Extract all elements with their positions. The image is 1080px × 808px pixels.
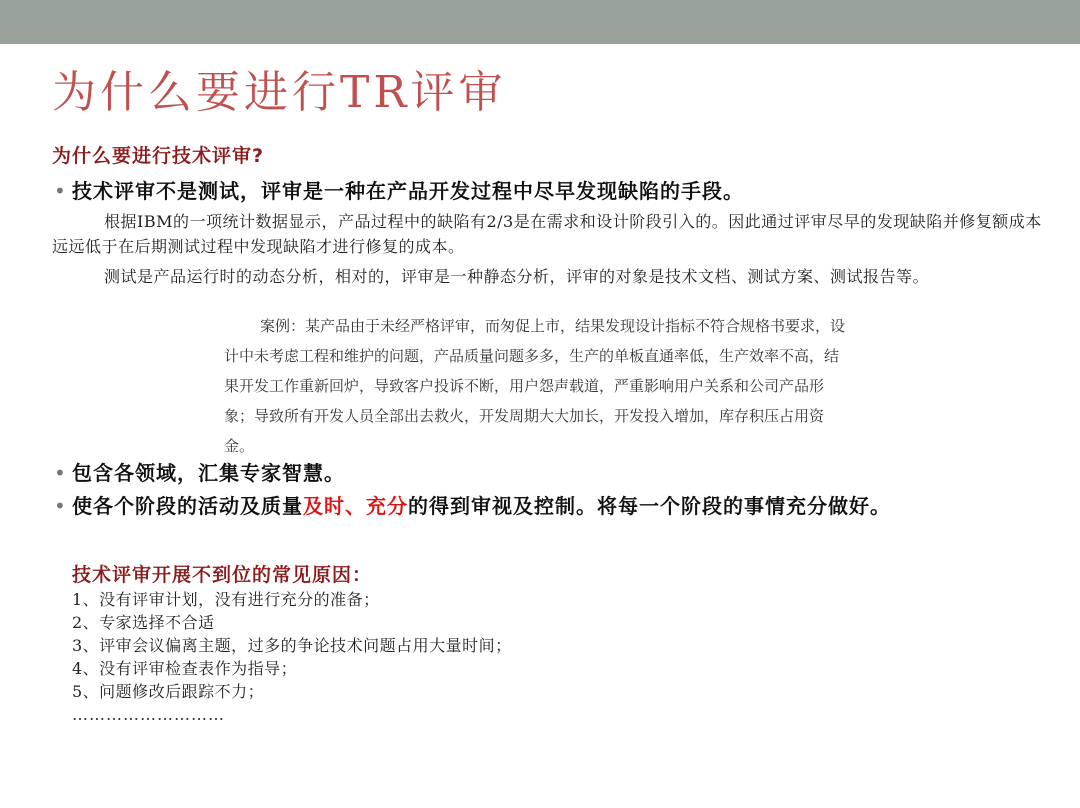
highlight-text: 及时 [303,494,345,518]
bullet-item [54,457,345,486]
case-line: 计中未考虑工程和维护的问题，产品质量问题多多，生产的单板直通率低，生产效率不高，结 [224,347,840,365]
bullet-text: 包含各领域，汇集专家智慧。 [72,461,345,485]
bullet-item [54,490,891,519]
case-line: 象；导致所有开发人员全部出去救火，开发周期大大加长，开发投入增加，库存积压占用资 [224,407,825,425]
slide-title: 为什么要进行TR评审 [52,67,507,118]
case-line: 案例：某产品由于未经严格评审，而匆促上市，结果发现设计指标不符合规格书要求，设 [260,317,846,335]
bullet-dot: • [54,179,67,203]
bullet-text: 使各个阶段的活动及质量 [72,494,303,518]
highlight-separator: 、 [345,494,366,518]
bullet-dot: • [54,494,67,518]
reason-item: 1、没有评审计划，没有进行充分的准备； [72,590,380,609]
reasons-list [72,588,512,726]
reason-item: 3、评审会议偏离主题，过多的争论技术问题占用大量时间； [72,636,512,655]
case-study [224,311,974,461]
reasons-heading: 技术评审开展不到位的常见原因： [72,564,373,586]
bullet-text: 的得到审视及控制。将每一个阶段的事情充分做好。 [408,494,891,518]
reason-item: 4、没有评审检查表作为指导； [72,659,298,678]
reasons-ellipsis: ……………………… [72,705,225,724]
case-line: 金。 [224,437,255,455]
bullet-text: 技术评审不是测试，评审是一种在产品开发过程中尽早发现缺陷的手段。 [72,179,744,203]
paragraph: 测试是产品运行时的动态分析，相对的，评审是一种静态分析，评审的对象是技术文档、测试方案、测试报告等。 [104,267,930,286]
paragraph: 根据IBM的一项统计数据显示，产品过程中的缺陷有2/3是在需求和设计阶段引入的。因此通过评审尽早的发现缺陷并修复额成本远远低于在后期测试过程中发现缺陷才进行修复的成本。 [52,212,1042,256]
bullet-dot: • [54,461,67,485]
highlight-text: 充分 [366,494,408,518]
reason-item: 2、专家选择不合适 [72,613,215,632]
top-banner [0,0,1080,44]
case-line: 果开发工作重新回炉，导致客户投诉不断，用户怨声载道，严重影响用户关系和公司产品形 [224,377,825,395]
section-heading: 为什么要进行技术评审? [52,145,265,167]
reason-item: 5、问题修改后跟踪不力； [72,682,265,701]
bullet-item [54,175,744,204]
